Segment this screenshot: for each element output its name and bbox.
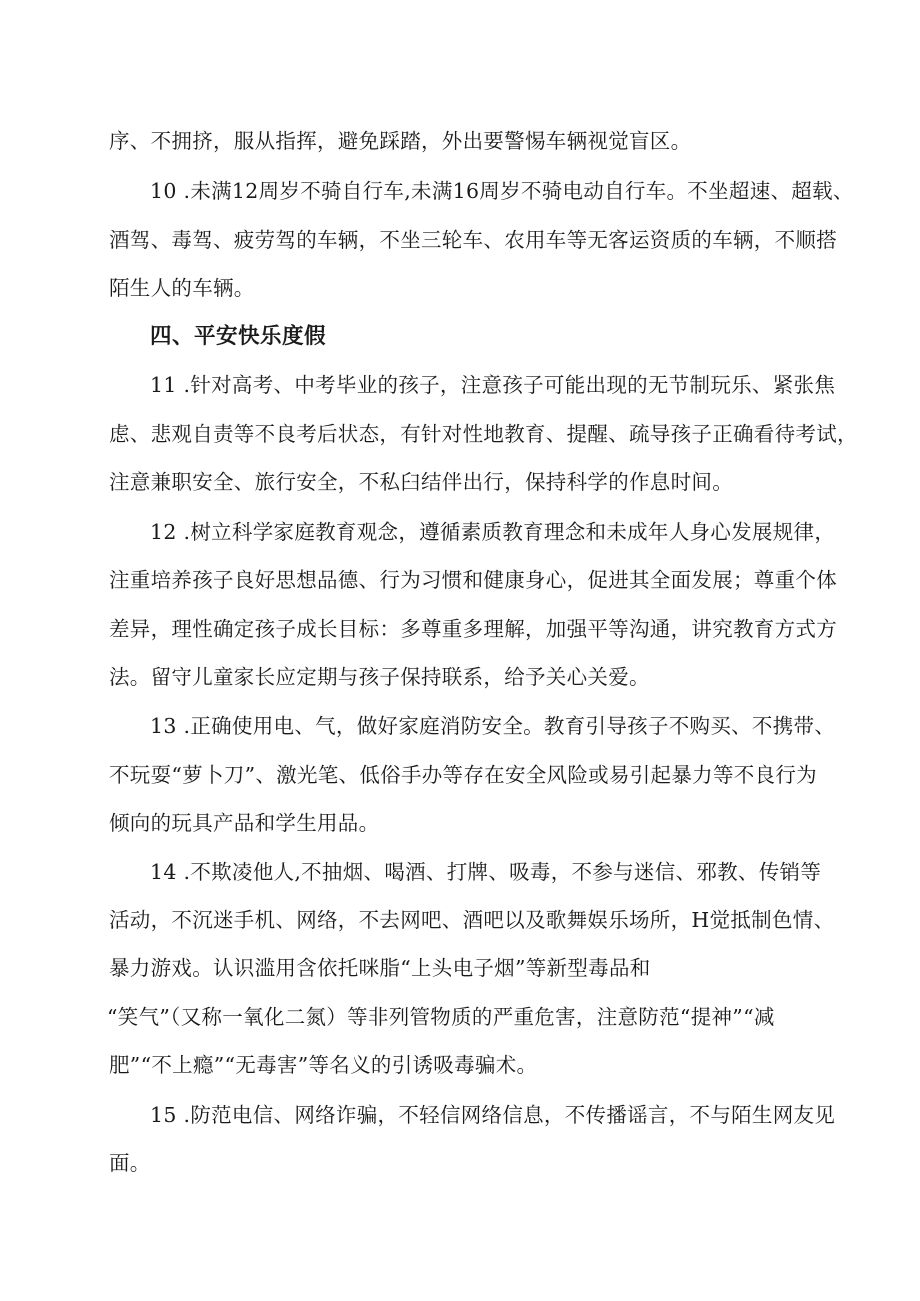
text-line-1: 序、不拥挤，服从指挥，避免踩踏，外出要警惕车辆视觉盲区。 <box>109 129 692 153</box>
text-line-15: 倾向的玩具产品和学生用品。 <box>109 811 380 835</box>
text-line-18: 暴力游戏。认识滥用含依托咪脂“上头电子烟”等新型毒品和 <box>109 956 651 980</box>
text-line-17: 活动，不沉迷手机、网络，不去网吧、酒吧以及歌舞娱乐场所，H觉抵制色情、 <box>109 908 835 932</box>
text-line-3: 酒驾、毒驾、疲劳驾的车辆，不坐三轮车、农用车等无客运资质的车辆，不顺搭 <box>109 228 837 252</box>
text-line-10: 注重培养孩子良好思想品德、行为习惯和健康身心，促进其全面发展；尊重个体 <box>109 568 837 592</box>
text-line-2: 10 .未满12周岁不骑自行车,未满16周岁不骑电动自行车。不坐超速、超载、 <box>150 179 854 203</box>
text-line-20: 肥”“不上瘾”“无毒害”等名义的引诱吸毒骗术。 <box>109 1053 538 1077</box>
text-line-16: 14 .不欺凌他人,不抽烟、喝酒、打牌、吸毒，不参与迷信、邪教、传销等 <box>150 860 822 884</box>
text-line-11: 差异，理性确定孩子成长目标：多尊重多理解，加强平等沟通，讲究教育方式方 <box>109 617 837 641</box>
text-line-21: 15 .防范电信、网络诈骗，不轻信网络信息，不传播谣言，不与陌生网友见 <box>150 1103 836 1127</box>
text-line-7: 虑、悲观自责等不良考后状态，有针对性地教育、提醒、疏导孩子正确看待考试， <box>109 422 858 446</box>
text-line-22: 面。 <box>109 1151 151 1175</box>
text-line-6: 11 .针对高考、中考毕业的孩子，注意孩子可能出现的无节制玩乐、紧张焦 <box>150 373 836 397</box>
text-line-13: 13 .正确使用电、气，做好家庭消防安全。教育引导孩子不购买、不携带、 <box>150 714 836 738</box>
text-line-14: 不玩耍“萝卜刀”、激光笔、低俗手办等存在安全风险或易引起暴力等不良行为 <box>109 763 817 787</box>
section-heading: 四、平安快乐度假 <box>150 324 327 349</box>
text-line-4: 陌生人的车辆。 <box>109 276 255 300</box>
text-line-12: 法。留守儿童家长应定期与孩子保持联系，给予关心关爱。 <box>109 665 650 689</box>
text-line-19: “笑气”（又称一氧化二氮）等非列管物质的严重危害，注意防范“提神”“减 <box>107 1005 775 1029</box>
text-line-8: 注意兼职安全、旅行安全，不私臼结伴出行，保持科学的作息时间。 <box>109 470 733 494</box>
text-line-9: 12 .树立科学家庭教育观念，遵循素质教育理念和未成年人身心发展规律， <box>150 520 836 544</box>
